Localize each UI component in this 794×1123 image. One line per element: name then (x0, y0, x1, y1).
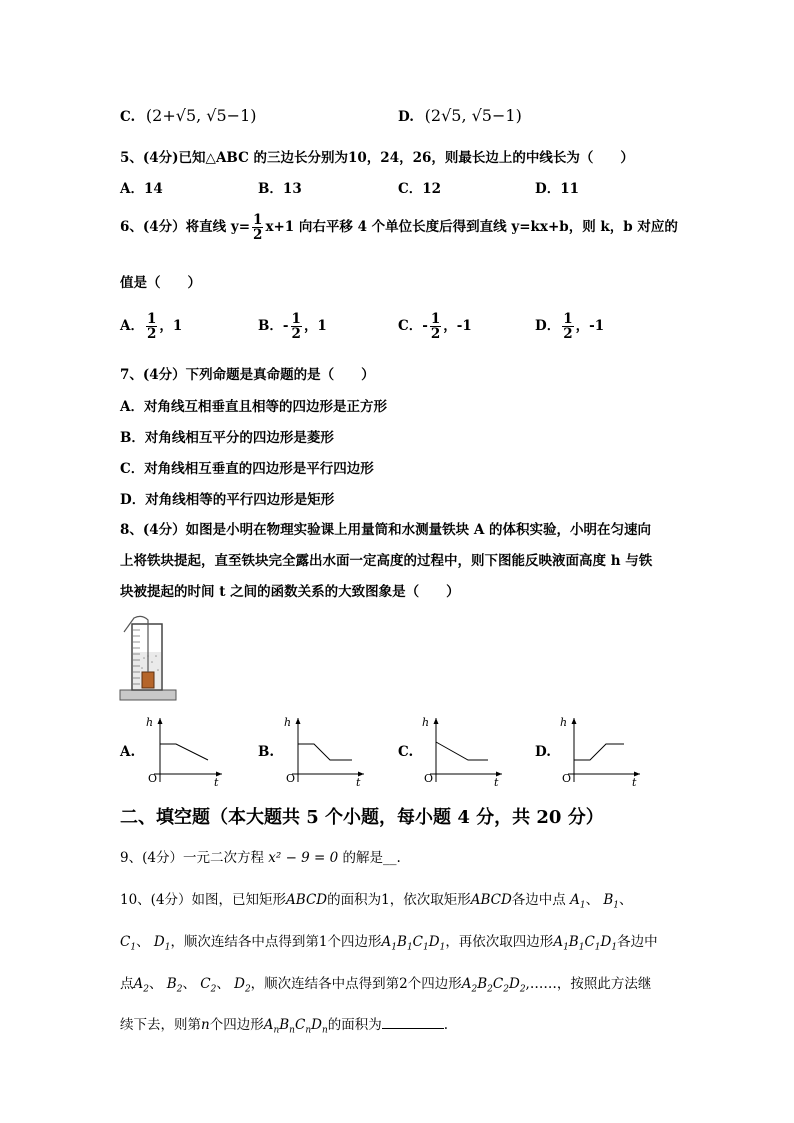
q10-line2: $C_1$、 $D_1$，顺次连结各中点得到第1个四边形$A_1B_1C_1D_1$，再依次取四边形$A_1B_1C_1D_1$各边中 (120, 934, 658, 953)
q5-option-b: B．13 (258, 181, 302, 197)
graph-b-origin: O (286, 772, 296, 785)
graph-d-t-label: t (632, 776, 637, 787)
graph-b-t-label: t (356, 776, 361, 787)
q4-option-d-expr: (2√5, √5−1) (424, 106, 522, 125)
q4-option-d-label: D. (398, 109, 414, 125)
graph-c-h-label: h (422, 716, 430, 729)
graph-d (556, 712, 646, 787)
graph-a (142, 712, 227, 787)
graph-a-label: A. (120, 744, 136, 760)
q5-option-d: D．11 (535, 181, 580, 197)
q10-answer-blank[interactable] (382, 1028, 444, 1029)
q4-option-c-label: C. (120, 109, 136, 125)
q8-line3: 块被提起的时间 t 之间的函数关系的大致图象是（ ） (120, 584, 460, 600)
q8-line2: 上将铁块提起，直至铁块完全露出水面一定高度的过程中，则下图能反映液面高度 h 与铁 (120, 553, 653, 569)
q9 (120, 846, 401, 866)
graph-c (418, 712, 508, 787)
q9-post: 的解是__. (342, 850, 401, 866)
q6-fraction: $\frac{1}{2}$ (253, 212, 263, 244)
q8-line1: 8、(4分）如图是小明在物理实验课上用量筒和水测量铁块 A 的体积实验，小明在匀速向 (120, 522, 652, 538)
graph-a-t-label: t (214, 776, 219, 787)
q4-option-d (398, 106, 522, 125)
q6-option-b: B．- $\frac{1}{2}$ ，1 (258, 311, 327, 343)
q5-option-c: C．12 (398, 181, 442, 197)
graph-d-label: D. (535, 744, 551, 760)
q4-option-c (120, 106, 257, 125)
q7-stem: 7、(4分）下列命题是真命题的是（ ） (120, 367, 375, 383)
q7-option-b: B．对角线相互平分的四边形是菱形 (120, 430, 334, 446)
q9-pre: 9、(4分）一元二次方程 (120, 850, 264, 866)
q6-option-d: D． $\frac{1}{2}$ ，-1 (535, 311, 605, 343)
q10-line3: 点$A_2$、 $B_2$、 $C_2$、 $D_2$，顺次连结各中点得到第2个四边形$A_2B_2C_2D_2,\dots\dots$，按照此方法继 (120, 976, 652, 995)
q9-equation: x² − 9 = 0 (268, 850, 339, 866)
measuring-cylinder-figure (118, 612, 182, 704)
q5-option-a: A．14 (120, 181, 163, 197)
graph-b (280, 712, 370, 787)
graph-b-label: B. (258, 744, 275, 760)
graph-a-origin: O (148, 772, 158, 785)
q6-option-a: A． $\frac{1}{2}$ ，1 (120, 311, 183, 343)
graph-d-origin: O (562, 772, 572, 785)
q10-line1: 10、(4分）如图，已知矩形ABCD的面积为1，依次取矩形ABCD各边中点 $A_1$、 $B_1$、 (120, 892, 633, 911)
q6-option-c: C．- $\frac{1}{2}$ ，-1 (398, 311, 472, 343)
q5-stem: 5、(4分)已知△ABC 的三边长分别为10，24，26，则最长边上的中线长为（ ） (120, 150, 634, 166)
q7-option-d: D．对角线相等的平行四边形是矩形 (120, 492, 335, 508)
q4-option-c-expr: (2+√5, √5−1) (145, 106, 257, 125)
q7-option-c: C．对角线相互垂直的四边形是平行四边形 (120, 461, 374, 477)
graph-d-h-label: h (560, 716, 568, 729)
q7-option-a: A．对角线互相垂直且相等的四边形是正方形 (120, 399, 387, 415)
graph-c-t-label: t (494, 776, 499, 787)
q6-stem-line2: 值是（ ） (120, 275, 201, 291)
graph-c-origin: O (424, 772, 434, 785)
section-2-title: 二、填空题（本大题共 5 个小题，每小题 4 分，共 20 分） (120, 807, 604, 828)
graph-c-label: C. (398, 744, 414, 760)
graph-a-h-label: h (146, 716, 154, 729)
q10-line4: 续下去，则第n个四边形$A_nB_nC_nD_n$的面积为 . (120, 1017, 449, 1036)
q6-stem: 6、(4分）将直线 y= $\frac{1}{2}$ x+1 向右平移 4 个单位长度后得到直线 y=kx+b，则 k，b 对应的 (120, 212, 678, 244)
graph-b-h-label: h (284, 716, 292, 729)
